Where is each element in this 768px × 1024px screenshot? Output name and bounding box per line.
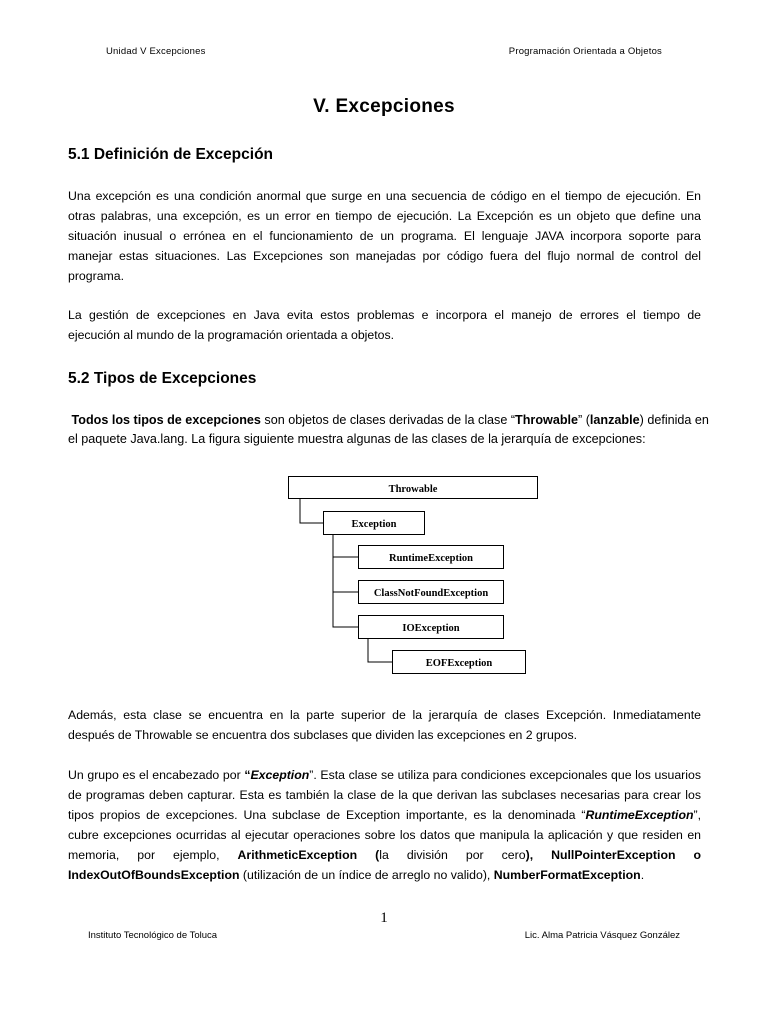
node-label: Exception <box>351 519 397 530</box>
page-number: 1 <box>380 910 388 926</box>
bold-text: Todos los tipos de excepciones <box>71 413 261 427</box>
text-line: La gestión de excepciones en Java evita estos problemas e incorpora el manejo de errores el tiempo de <box>68 308 701 322</box>
text-line <box>68 765 701 785</box>
text-line: programa. <box>68 269 125 283</box>
text-line: manejar estas situaciones. Las Excepciones son manejadas por código fuera del flujo normal de control del <box>68 249 701 263</box>
text-span: ) definida en <box>639 413 709 427</box>
node-eofexception <box>393 651 526 674</box>
section-heading-5-2: 5.2 Tipos de Excepciones <box>68 370 257 387</box>
node-classnotfoundexception <box>359 581 504 604</box>
text-line: situación inusual o errónea en el funcionamiento de un programa. El lenguaje JAVA incorpora soporte para <box>68 229 701 243</box>
node-ioexception <box>359 616 504 639</box>
text-line: Además, esta clase se encuentra en la parte superior de la jerarquía de clases Excepción. Inmediatamente <box>68 708 701 722</box>
text-span: (utilización de un índice de arreglo no valido), <box>239 868 494 882</box>
text-span: la división por cero <box>379 848 526 862</box>
node-label: EOFException <box>425 658 493 669</box>
text-span: memoria, por ejemplo, <box>68 848 238 862</box>
bold-text: IndexOutOfBoundsException <box>68 868 240 882</box>
bold-text: Throwable <box>515 413 579 427</box>
text-span: ”. Esta clase se utiliza para condiciones excepcionales que los usuarios <box>309 768 701 782</box>
node-label: Throwable <box>388 484 438 495</box>
node-label: RuntimeException <box>389 553 473 564</box>
node-runtimeexception <box>359 546 504 569</box>
paragraph-ademas <box>68 705 701 745</box>
italic-bold-text: Exception <box>250 768 310 782</box>
text-line <box>68 845 701 865</box>
paragraph-gestion <box>68 305 701 345</box>
text-line: cubre excepciones ocurridas al ejecutar operaciones sobre los datos que manipula la aplicación y que residen en <box>68 828 701 842</box>
paragraph-definition <box>68 186 701 286</box>
text-line: de programas deben capturar. Esta es también la clase de la que derivan las subclases necesarias para crear los <box>68 788 701 802</box>
node-exception <box>324 512 425 535</box>
text-line: después de Throwable se encuentra dos subclases que dividen las excepciones en 2 grupos. <box>68 728 578 742</box>
paragraph-grupo-exception <box>68 765 701 885</box>
text-span: son objetos de clases derivadas de la clase “ <box>260 413 516 427</box>
section-heading-5-1: 5.1 Definición de Excepción <box>68 146 274 163</box>
text-line: ejecución al mundo de la programación orientada a objetos. <box>68 328 395 342</box>
bold-text: ( <box>357 848 380 862</box>
bold-text: ArithmeticException <box>237 848 358 862</box>
text-span: Un grupo es el encabezado por <box>68 768 245 782</box>
text-line <box>68 805 701 825</box>
text-line: otras palabras, una excepción, es un error en tiempo de ejecución. La Excepción es un objeto que define una <box>68 209 701 223</box>
footer-left: Instituto Tecnológico de Toluca <box>88 930 218 941</box>
text-span: tipos propios de excepciones. Una subclase de Exception importante, es la denominada “ <box>68 808 586 822</box>
text-span: . <box>640 868 645 882</box>
bold-text: “ <box>244 768 251 782</box>
text-line <box>68 865 701 885</box>
text-span: ” ( <box>578 413 590 427</box>
bold-text: , NullPointerException o <box>529 848 701 862</box>
connector-line <box>333 534 358 627</box>
text-line <box>68 411 709 430</box>
text-line: Una excepción es una condición anormal que surge en una secuencia de código en el tiempo de ejecución. En <box>68 189 701 203</box>
footer-right: Lic. Alma Patricia Vásquez González <box>524 930 680 941</box>
node-throwable <box>289 477 538 499</box>
bold-text: NumberFormatException <box>493 868 641 882</box>
text-span: ”, <box>693 808 701 822</box>
node-label: IOException <box>402 623 460 634</box>
paragraph-tipos-intro <box>68 411 709 449</box>
connector-line <box>368 638 392 662</box>
bold-text: ) <box>525 848 530 862</box>
node-label: ClassNotFoundException <box>373 588 489 599</box>
header-right: Programación Orientada a Objetos <box>508 46 662 57</box>
header-left: Unidad V Excepciones <box>106 46 206 57</box>
connector-line <box>300 499 323 523</box>
italic-bold-text: RuntimeException <box>585 808 694 822</box>
text-line: el paquete Java.lang. La figura siguiente muestra algunas de las clases de la jerarquía de excepciones: <box>68 432 646 446</box>
bold-text: lanzable <box>589 413 640 427</box>
page-title: V. Excepciones <box>313 96 455 117</box>
